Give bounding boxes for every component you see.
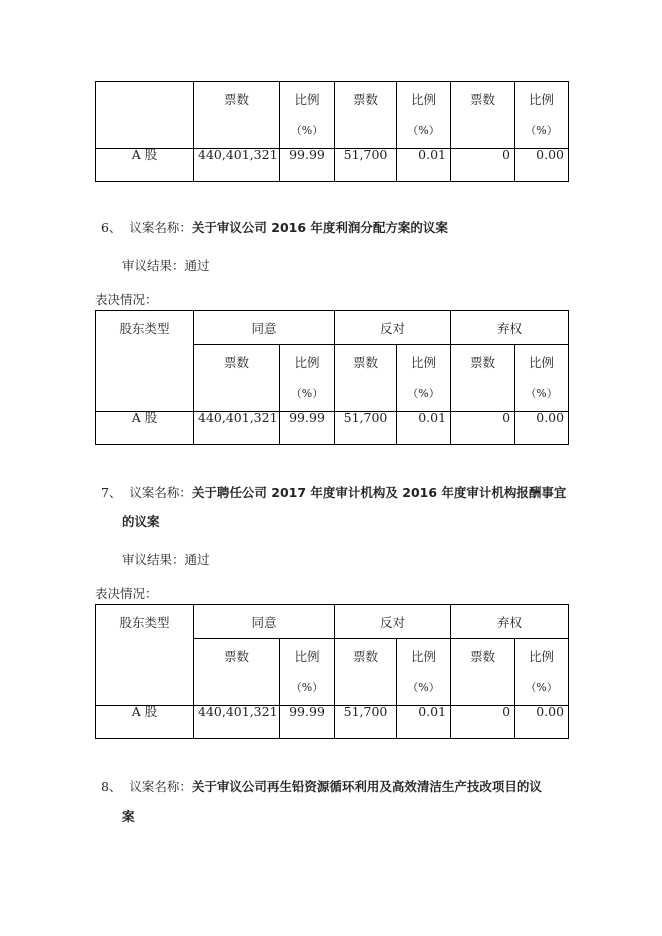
oppose-votes-header: 票数	[335, 639, 397, 706]
oppose-header: 反对	[335, 311, 451, 345]
agree-ratio-header: 比例 （%）	[280, 82, 335, 149]
agree-votes-cell: 440,401,321	[194, 706, 280, 739]
abstain-ratio-cell: 0.00	[515, 412, 569, 445]
agree-ratio-cell: 99.99	[280, 149, 335, 182]
abstain-ratio-cell: 0.00	[515, 149, 569, 182]
agree-ratio-header: 比例 （%）	[280, 345, 335, 412]
oppose-ratio-cell: 0.01	[397, 149, 451, 182]
oppose-ratio-cell: 0.01	[397, 412, 451, 445]
abstain-ratio-cell: 0.00	[515, 706, 569, 739]
agree-header: 同意	[194, 605, 335, 639]
vote-table-motion-7	[95, 604, 569, 739]
agree-ratio-cell: 99.99	[280, 412, 335, 445]
agree-votes-cell: 440,401,321	[194, 412, 280, 445]
oppose-ratio-header: 比例 （%）	[397, 639, 451, 706]
agree-header: 同意	[194, 311, 335, 345]
motion-8-title-cont: 案	[122, 809, 135, 824]
abstain-votes-cell: 0	[451, 412, 515, 445]
abstain-votes-header: 票数	[451, 639, 515, 706]
agree-votes-header: 票数	[194, 639, 280, 706]
agree-votes-header: 票数	[194, 345, 280, 412]
oppose-votes-cell: 51,700	[335, 149, 397, 182]
oppose-ratio-header: 比例 （%）	[397, 345, 451, 412]
motion-6-vote-label: 表决情况：	[95, 292, 158, 307]
oppose-votes-cell: 51,700	[335, 706, 397, 739]
oppose-ratio-header: 比例 （%）	[397, 82, 451, 149]
table-row	[96, 706, 569, 739]
abstain-votes-cell: 0	[451, 706, 515, 739]
oppose-votes-cell: 51,700	[335, 412, 397, 445]
shareholder-type-cell: A 股	[96, 149, 194, 182]
agree-votes-header: 票数	[194, 82, 280, 149]
vote-table-motion-6	[95, 310, 569, 445]
shareholder-type-header: 股东类型	[96, 605, 194, 706]
shareholder-type-cell: A 股	[96, 706, 194, 739]
abstain-votes-header: 票数	[451, 345, 515, 412]
shareholder-type-header: 股东类型	[96, 311, 194, 412]
agree-ratio-cell: 99.99	[280, 706, 335, 739]
motion-8-title: 8、 议案名称：关于审议公司再生铅资源循环利用及高效清洁生产技改项目的议	[101, 779, 542, 794]
abstain-votes-header: 票数	[451, 82, 515, 149]
motion-7-result: 审议结果：通过	[122, 552, 210, 567]
abstain-header: 弃权	[451, 605, 569, 639]
oppose-votes-header: 票数	[335, 345, 397, 412]
oppose-ratio-cell: 0.01	[397, 706, 451, 739]
oppose-header: 反对	[335, 605, 451, 639]
motion-7-title: 7、 议案名称：关于聘任公司 2017 年度审计机构及 2016 年度审计机构报酬事宜	[101, 485, 567, 500]
agree-ratio-header: 比例 （%）	[280, 639, 335, 706]
abstain-votes-cell: 0	[451, 149, 515, 182]
motion-6-result: 审议结果：通过	[122, 258, 210, 273]
motion-7-title-cont: 的议案	[122, 514, 160, 529]
oppose-votes-header: 票数	[335, 82, 397, 149]
blank-cell	[96, 82, 194, 149]
table-row	[96, 412, 569, 445]
abstain-header: 弃权	[451, 311, 569, 345]
shareholder-type-cell: A 股	[96, 412, 194, 445]
agree-votes-cell: 440,401,321	[194, 149, 280, 182]
abstain-ratio-header: 比例 （%）	[515, 639, 569, 706]
abstain-ratio-header: 比例 （%）	[515, 345, 569, 412]
abstain-ratio-header: 比例 （%）	[515, 82, 569, 149]
table-row	[96, 149, 569, 182]
motion-7-vote-label: 表决情况：	[95, 586, 158, 601]
vote-table-top	[95, 81, 569, 182]
motion-6-title: 6、 议案名称：关于审议公司 2016 年度利润分配方案的议案	[101, 220, 448, 235]
